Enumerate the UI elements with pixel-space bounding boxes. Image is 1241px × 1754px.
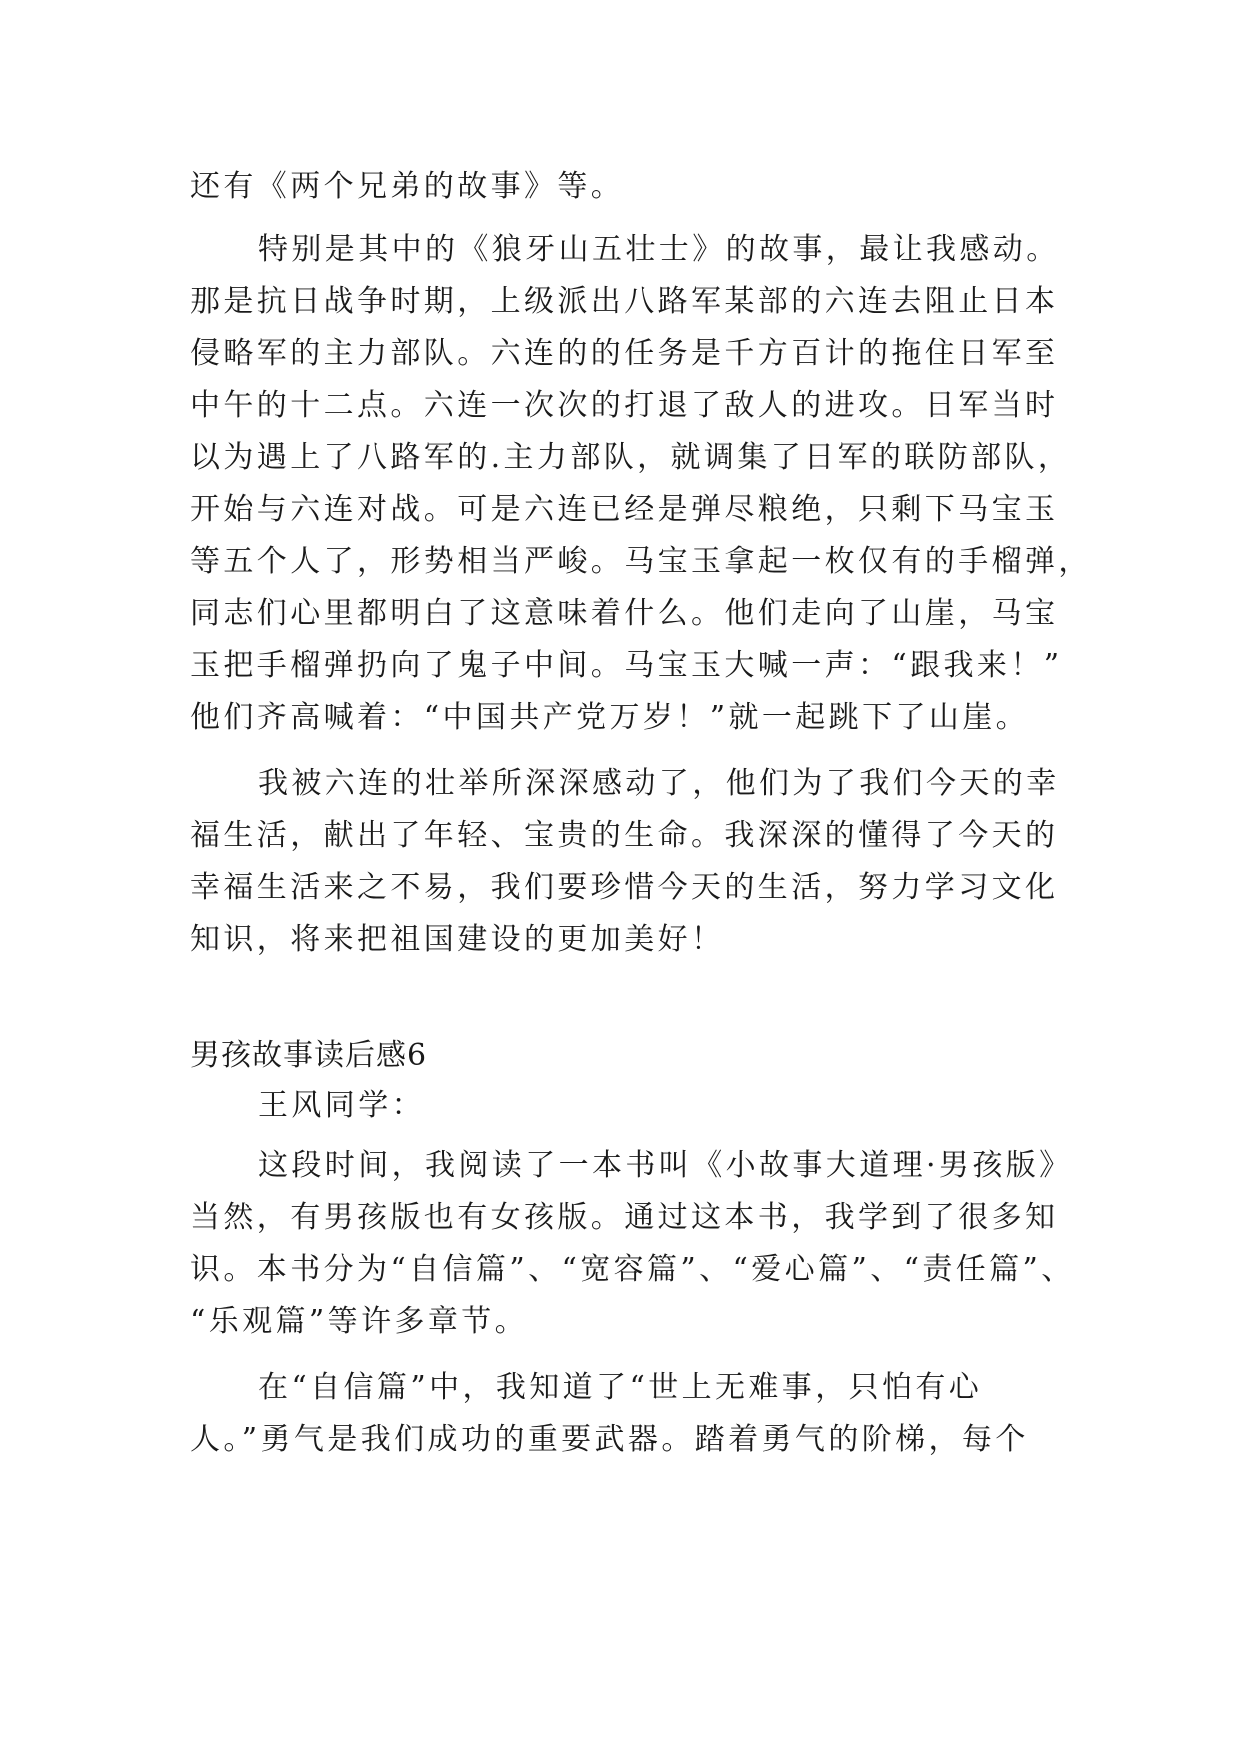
text-line: 以为遇上了八路军的.主力部队，就调集了日军的联防部队， bbox=[190, 440, 1072, 475]
text-line: 开始与六连对战。可是六连已经是弹尽粮绝，只剩下马宝玉 bbox=[190, 492, 1059, 527]
text-line: 玉把手榴弹扔向了鬼子中间。马宝玉大喊一声：“跟我来！” bbox=[190, 648, 1063, 683]
text-line: 那是抗日战争时期，上级派出八路军某部的六连去阻止日本 bbox=[190, 284, 1059, 319]
text-line: 中午的十二点。六连一次次的打退了敌人的进攻。日军当时 bbox=[190, 388, 1059, 423]
text-line: 幸福生活来之不易，我们要珍惜今天的生活，努力学习文化 bbox=[190, 870, 1059, 905]
text-line: 同志们心里都明白了这意味着什么。他们走向了山崖，马宝 bbox=[190, 596, 1059, 631]
text-line: 人。”勇气是我们成功的重要武器。踏着勇气的阶梯，每个 bbox=[190, 1422, 1029, 1457]
text-line: 等五个人了，形势相当严峻。马宝玉拿起一枚仅有的手榴弹， bbox=[190, 544, 1092, 579]
text-line: 他们齐高喊着：“中国共产党万岁！”就一起跳下了山崖。 bbox=[190, 700, 1030, 735]
paragraph-start: 我被六连的壮举所深深感动了，他们为了我们今天的幸 bbox=[258, 766, 1060, 801]
text-line: “乐观篇”等许多章节。 bbox=[190, 1304, 529, 1339]
salutation: 王风同学： bbox=[258, 1088, 425, 1123]
text-line: 侵略军的主力部队。六连的的任务是千方百计的拖住日军至 bbox=[190, 336, 1059, 371]
paragraph-start: 特别是其中的《狼牙山五壮士》的故事，最让我感动。 bbox=[258, 232, 1060, 267]
text-line: 识。本书分为“自信篇”、“宽容篇”、“爱心篇”、“责任篇”、 bbox=[190, 1252, 1075, 1287]
text-line: 福生活，献出了年轻、宝贵的生命。我深深的懂得了今天的 bbox=[190, 818, 1059, 853]
text-line: 知识，将来把祖国建设的更加美好！ bbox=[190, 922, 725, 957]
paragraph-start: 这段时间，我阅读了一本书叫《小故事大道理·男孩版》 bbox=[258, 1148, 1073, 1183]
text-line: 还有《两个兄弟的故事》等。 bbox=[190, 169, 625, 204]
text-line: 当然，有男孩版也有女孩版。通过这本书，我学到了很多知 bbox=[190, 1200, 1059, 1235]
section-heading: 男孩故事读后感6 bbox=[190, 1038, 428, 1073]
paragraph-start: 在“自信篇”中，我知道了“世上无难事，只怕有心 bbox=[258, 1370, 983, 1405]
